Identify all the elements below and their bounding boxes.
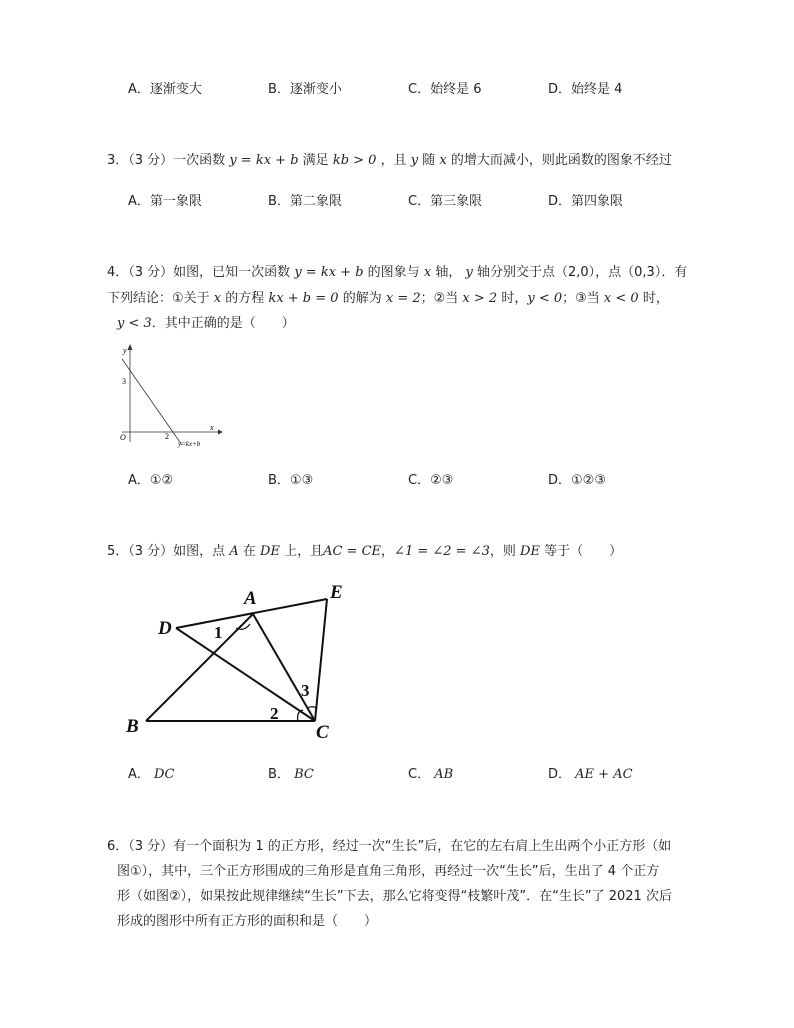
q3-option-a: A．第一象限 <box>128 194 202 209</box>
q6-l1-b: 的正方形，经过一次“生长”后，在它的左右肩上生出两个小正方形（如 <box>267 839 672 854</box>
q4-l2-b: 的方程 <box>225 291 265 306</box>
q4-l1-formula: y = kx + b <box>294 265 364 280</box>
q5-option-b-val: BC <box>294 767 314 782</box>
q6-l2-b: 个正方 <box>620 864 660 879</box>
q3-mid3: 随 <box>422 153 436 168</box>
option-b-row1: B．逐渐变小 <box>268 82 342 97</box>
q5-de: DE <box>260 544 280 559</box>
question-6-line3 <box>117 884 672 909</box>
q4-l3-tail: ．其中正确的是（ ） <box>151 316 295 331</box>
q6-l1-a: 6．（3 分）有一个面积为 <box>107 839 252 854</box>
q4-line-label: y=kx+b <box>178 440 201 448</box>
q4-l2-sol: x = 2 <box>385 291 421 306</box>
q4-l2-x: x <box>213 291 222 306</box>
q5-option-d <box>548 763 633 782</box>
q4-option-a: A．①② <box>128 473 174 488</box>
label-d: D <box>158 618 172 639</box>
q6-l3-a: 形（如图②），如果按此规律继续“生长”下去，那么它将变得“枝繁叶茂”．在“生长”了 <box>117 889 605 904</box>
q5-option-c-val: AB <box>434 767 454 782</box>
q5-option-d-val: AE + AC <box>575 767 633 782</box>
label-c: C <box>316 722 329 743</box>
segment-dc <box>176 628 315 721</box>
option-a-row1: A．逐渐变大 <box>128 82 202 97</box>
question-4-line1 <box>107 260 687 285</box>
q5-option-d-key: D． <box>548 767 572 782</box>
q4-x-label: x <box>210 423 214 432</box>
q4-l2-cond1: x > 2 <box>462 291 498 306</box>
q4-l2-a: 下列结论：①关于 <box>107 291 210 306</box>
q5-b: 在 <box>242 544 256 559</box>
q3-option-b: B．第二象限 <box>268 194 342 209</box>
q3-mid1: 满足 <box>302 153 329 168</box>
question-5-text <box>107 539 622 564</box>
q4-x-arrow <box>218 430 223 435</box>
q5-option-b <box>268 763 314 782</box>
question-6-line4: 形成的图形中所有正方形的面积和是（ ） <box>117 914 378 929</box>
label-b: B <box>126 716 139 737</box>
q4-l2-g: 时， <box>642 291 669 306</box>
q4-l3-res: y < 3 <box>117 316 152 331</box>
q4-option-c: C．②③ <box>408 473 454 488</box>
label-angle-3: 3 <box>301 681 310 700</box>
q6-l1-num: 1 <box>255 839 264 854</box>
q5-c: 上，且 <box>284 544 324 559</box>
q3-mid2: ，且 <box>380 153 407 168</box>
q4-x-tick-label: 2 <box>165 432 169 441</box>
q4-l1-y: y <box>465 265 473 280</box>
segment-ec <box>315 599 327 721</box>
q4-graph <box>110 342 230 454</box>
q6-l2-a: 图①），其中，三个正方形围成的三角形是直角三角形，再经过一次“生长”后，生出了 <box>117 864 604 879</box>
q5-d: ， <box>381 544 395 559</box>
q4-y-arrow <box>128 344 133 350</box>
q5-de-2: DE <box>520 544 540 559</box>
q5-angles: ∠1 = ∠2 = ∠3 <box>394 544 490 559</box>
q4-l2-e: 时， <box>501 291 528 306</box>
q3-option-d: D．第四象限 <box>548 194 624 209</box>
q6-l3-num: 2021 <box>608 889 642 904</box>
q4-l2-res1: y < 0 <box>527 291 563 306</box>
q4-l2-f: ；③当 <box>562 291 600 306</box>
q5-point-a: A <box>229 544 239 559</box>
q3-formula: y = kx + b <box>229 153 299 168</box>
q4-l1-a: 4．（3 分）如图，已知一次函数 <box>107 265 291 280</box>
q5-f: 等于（ ） <box>544 544 623 559</box>
q5-option-a-val: DC <box>154 767 175 782</box>
question-3-text <box>107 148 672 173</box>
q3-option-c: C．第三象限 <box>408 194 483 209</box>
label-angle-1: 1 <box>214 623 223 642</box>
q4-option-b: B．①③ <box>268 473 314 488</box>
q6-l3-b: 次后 <box>645 889 672 904</box>
label-e: E <box>330 582 343 603</box>
option-d-row1: D．始终是 4 <box>548 82 623 97</box>
q5-e: ，则 <box>489 544 516 559</box>
q4-l2-c: 的解为 <box>342 291 382 306</box>
question-4-line2 <box>107 286 669 311</box>
q5-a: 5．（3 分）如图，点 <box>107 544 226 559</box>
q4-l1-c: 轴， <box>435 265 462 280</box>
q3-suffix: 的增大而减小，则此函数的图象不经过 <box>450 153 672 168</box>
q4-origin-label: O <box>120 433 126 442</box>
q3-condition: kb > 0 <box>332 153 377 168</box>
q4-l1-b: 的图象与 <box>367 265 420 280</box>
q4-y-label: y <box>123 346 127 355</box>
q4-y-tick-label: 3 <box>122 377 126 386</box>
q3-prefix: 3．（3 分）一次函数 <box>107 153 226 168</box>
q6-l2-num: 4 <box>607 864 617 879</box>
segment-ac <box>253 614 315 721</box>
label-a: A <box>244 588 257 609</box>
q3-y: y <box>410 153 419 168</box>
q4-option-d: D．①②③ <box>548 473 606 488</box>
question-6-line2 <box>117 859 659 884</box>
q4-l1-x: x <box>423 265 432 280</box>
q5-figure <box>120 578 360 744</box>
question-4-line3 <box>117 311 295 336</box>
label-angle-2: 2 <box>270 704 279 723</box>
q3-x: x <box>439 153 447 168</box>
q4-l2-cond2: x < 0 <box>603 291 639 306</box>
q4-l2-eq: kx + b = 0 <box>268 291 339 306</box>
q5-option-c-key: C． <box>408 767 431 782</box>
q5-option-b-key: B． <box>268 767 290 782</box>
q4-l2-d: ；②当 <box>420 291 459 306</box>
q5-ac-ce: AC = CE <box>323 544 382 559</box>
question-6-line1 <box>107 834 671 859</box>
q5-option-a <box>128 763 174 782</box>
q5-option-a-key: A． <box>128 767 150 782</box>
q4-l1-d: 轴分别交于点（2,0），点（0,3）．有 <box>476 265 688 280</box>
option-c-row1: C．始终是 6 <box>408 82 482 97</box>
q5-option-c <box>408 763 453 782</box>
